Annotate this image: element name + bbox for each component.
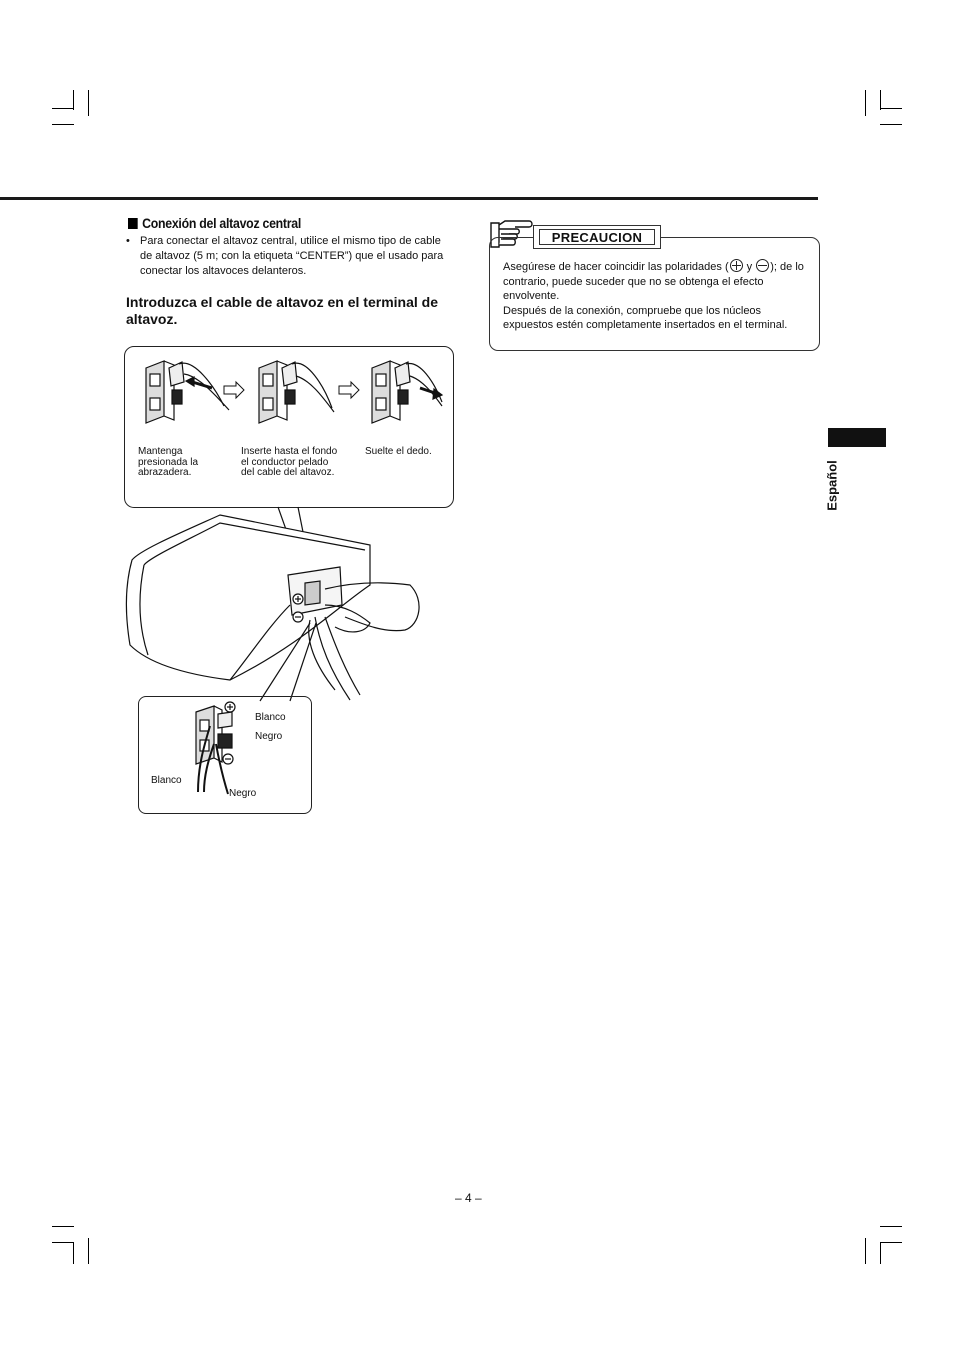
crop-mark [52,124,74,125]
plus-polarity-icon [730,259,743,272]
bullet-dot-icon: • [126,235,130,247]
crop-mark [880,108,902,109]
language-label: Español [824,460,840,511]
terminal-step-3-illustration [372,361,442,423]
language-tab-marker [828,428,886,447]
crop-mark [73,1242,74,1264]
step-2-caption: Inserte hasta el fondo el conductor pelado del cable del altavoz. [241,446,338,478]
header-rule [0,197,818,200]
crop-mark [880,1242,881,1264]
crop-mark [88,90,89,116]
crop-mark [880,1226,902,1227]
step-3-caption: Suelte el dedo. [365,446,432,457]
label-blanco-wire: Blanco [151,775,182,786]
caution-text-part: Después de la conexión, compruebe que los núcleos expuestos estén completamente insertados en el terminal. [503,304,788,332]
arrow-right-icon [224,382,244,398]
terminal-step-2-illustration [259,361,334,423]
caution-text-part: ); de lo contrario, puede suceder que no se obtenga el efecto envolvente. [503,261,804,303]
instruction-heading: Introduzca el cable de altavoz en el terminal de altavoz. [126,294,438,327]
crop-mark [880,124,902,125]
caution-text-part: y [743,261,756,273]
terminal-step-illustrations [124,346,454,508]
bullet-item [126,234,446,279]
label-blanco-positive: Blanco [255,712,286,723]
crop-mark [73,90,74,110]
caution-text [503,259,813,333]
crop-mark [865,1238,866,1264]
crop-mark [88,1238,89,1264]
crop-mark [865,90,866,116]
step-1-caption: Mantenga presionada la abrazadera. [138,446,199,478]
page-number: – 4 – [455,1191,482,1205]
arrow-right-icon [339,382,359,398]
crop-mark [52,108,74,109]
label-negro-negative: Negro [255,731,283,742]
bullet-text: Para conectar el altavoz central, utilice el mismo tipo de cable de altavoz (5 m; con la etiqueta “CENTER”) que el usado para conectar los altavoces delanteros. [140,235,444,277]
label-negro-wire: Negro [229,788,257,799]
caution-label [533,225,661,249]
center-speaker-illustration [120,505,440,715]
section-title: Conexión del altavoz central [142,215,302,231]
crop-mark [52,1226,74,1227]
crop-mark [880,90,881,110]
caution-label-text: PRECAUCION [539,229,655,245]
crop-mark [52,1242,74,1243]
minus-polarity-icon [756,259,769,272]
caution-text-part: Asegúrese de hacer coincidir las polaridades ( [503,261,729,273]
section-heading [128,215,301,231]
language-tab [822,458,842,518]
crop-mark [880,1242,902,1243]
square-bullet-icon [128,218,138,229]
terminal-step-1-illustration [146,361,229,423]
